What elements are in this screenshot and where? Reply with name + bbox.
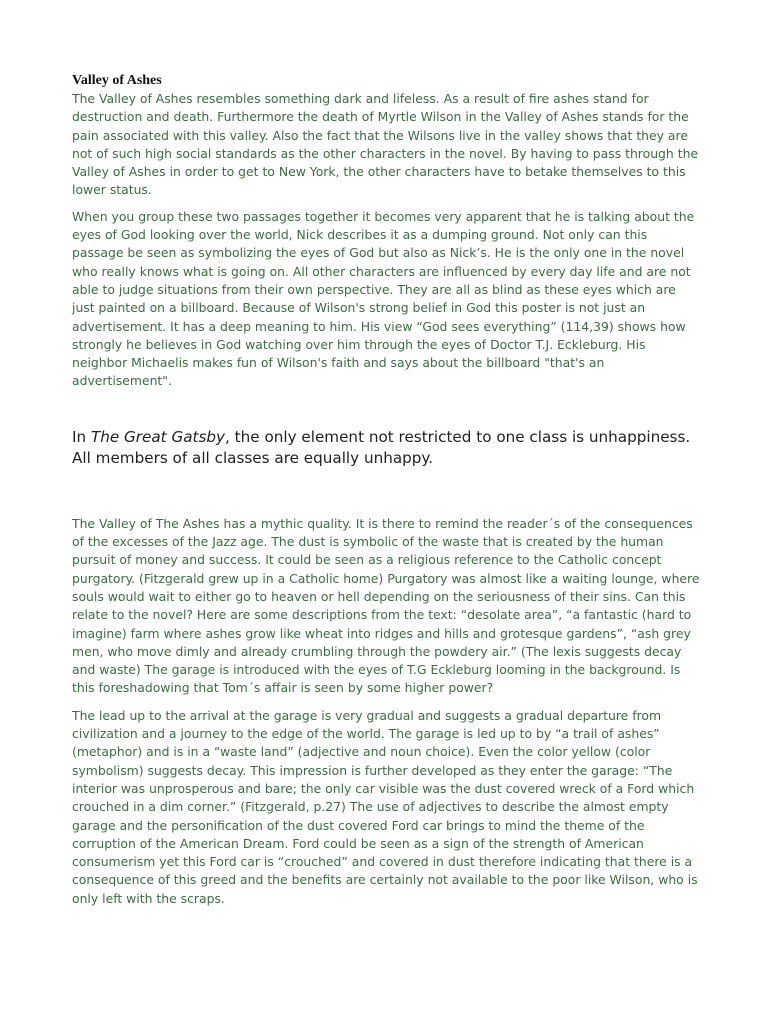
paragraph-garage: The lead up to the arrival at the garage is very gradual and suggests a gradual departure from civilization and a journey to the edge of the world. The garage is led up to by “a trail of ashes” (metaphor) and is in a “waste land” (adjective and noun choice). Even the color yellow (color symbolism) suggests decay. This impression is further developed as they enter the garage: “The interior was unprosperous and bare; the only car visible was the dust covered wreck of a Ford which crouched in a dim corner.” (Fitzgerald, p.27) The use of adjectives to describe the almost empty garage and the personification of the dust covered Ford car brings to mind the theme of the corruption of the American Dream. Ford could be seen as a sign of the strength of American consumerism yet this Ford car is “crouched” and covered in dust therefore indicating that there is a consequence of this greed and the benefits are certainly not available to the poor like Wilson, who is only left with the scraps. — [72, 707, 698, 906]
document-page — [72, 72, 702, 908]
callout-book-title: The Great Gatsby — [90, 427, 226, 446]
paragraph-eyes-of-god: When you group these two passages together it becomes very apparent that he is talking about the eyes of God looking over the world, Nick describes it as a dumping ground. Not only can this passage be seen as symbolizing the eyes of God but also as Nick’s. He is the only one in the novel who really knows what is going on. All other characters are influenced by every day life and are not able to judge situations from their own perspective. They are all as blind as these eyes which are just painted on a billboard. Because of Wilson's strong belief in God this poster is not just an advertisement. It has a deep meaning to him. His view “God sees everything” (114,39) shows how strongly he believes in God watching over him through the eyes of Doctor T.J. Eckleburg. His neighbor Michaelis makes fun of Wilson's faith and says about the billboard "that's an advertisement". — [72, 208, 695, 389]
paragraph-valley-intro: The Valley of Ashes resembles something dark and lifeless. As a result of fire ashes stand for destruction and death. Furthermore the death of Myrtle Wilson in the Valley of Ashes stands for the pain associated with this valley. Also the fact that the Wilsons live in the valley shows that they are not of such high social standards as the other characters in the novel. By having to pass through the Valley of Ashes in order to get to New York, the other characters have to betake themselves to this lower status. — [72, 91, 699, 198]
section-heading: Valley of Ashes — [72, 73, 162, 88]
callout-prefix: In — [72, 427, 91, 446]
callout-quote — [72, 427, 702, 470]
paragraph-mythic-quality: The Valley of The Ashes has a mythic quality. It is there to remind the reader´s of the consequences of the excesses of the Jazz age. The dust is symbolic of the waste that is created by the human pursuit of money and success. It could be seen as a religious reference to the Catholic concept purgatory. (Fitzgerald grew up in a Catholic home) Purgatory was almost like a waiting lounge, where souls would wait to either go to heaven or hell depending on the seriousness of their sins. Can this relate to the novel? Here are some descriptions from the text: “desolate area”, “a fantastic (hard to imagine) farm where ashes grow like wheat into ridges and hills and grotesque gardens”, “ash grey men, who move dimly and already crumbling through the powdery air.” (The lexis suggests decay and waste) The garage is introduced with the eyes of T.G Eckleburg looming in the background. Is this foreshadowing that Tom´s affair is seen by some higher power? — [72, 515, 700, 696]
callout-suffix: , the only element not restricted to one class is unhappiness. All members of all classes are equally unhappy. — [72, 427, 691, 468]
